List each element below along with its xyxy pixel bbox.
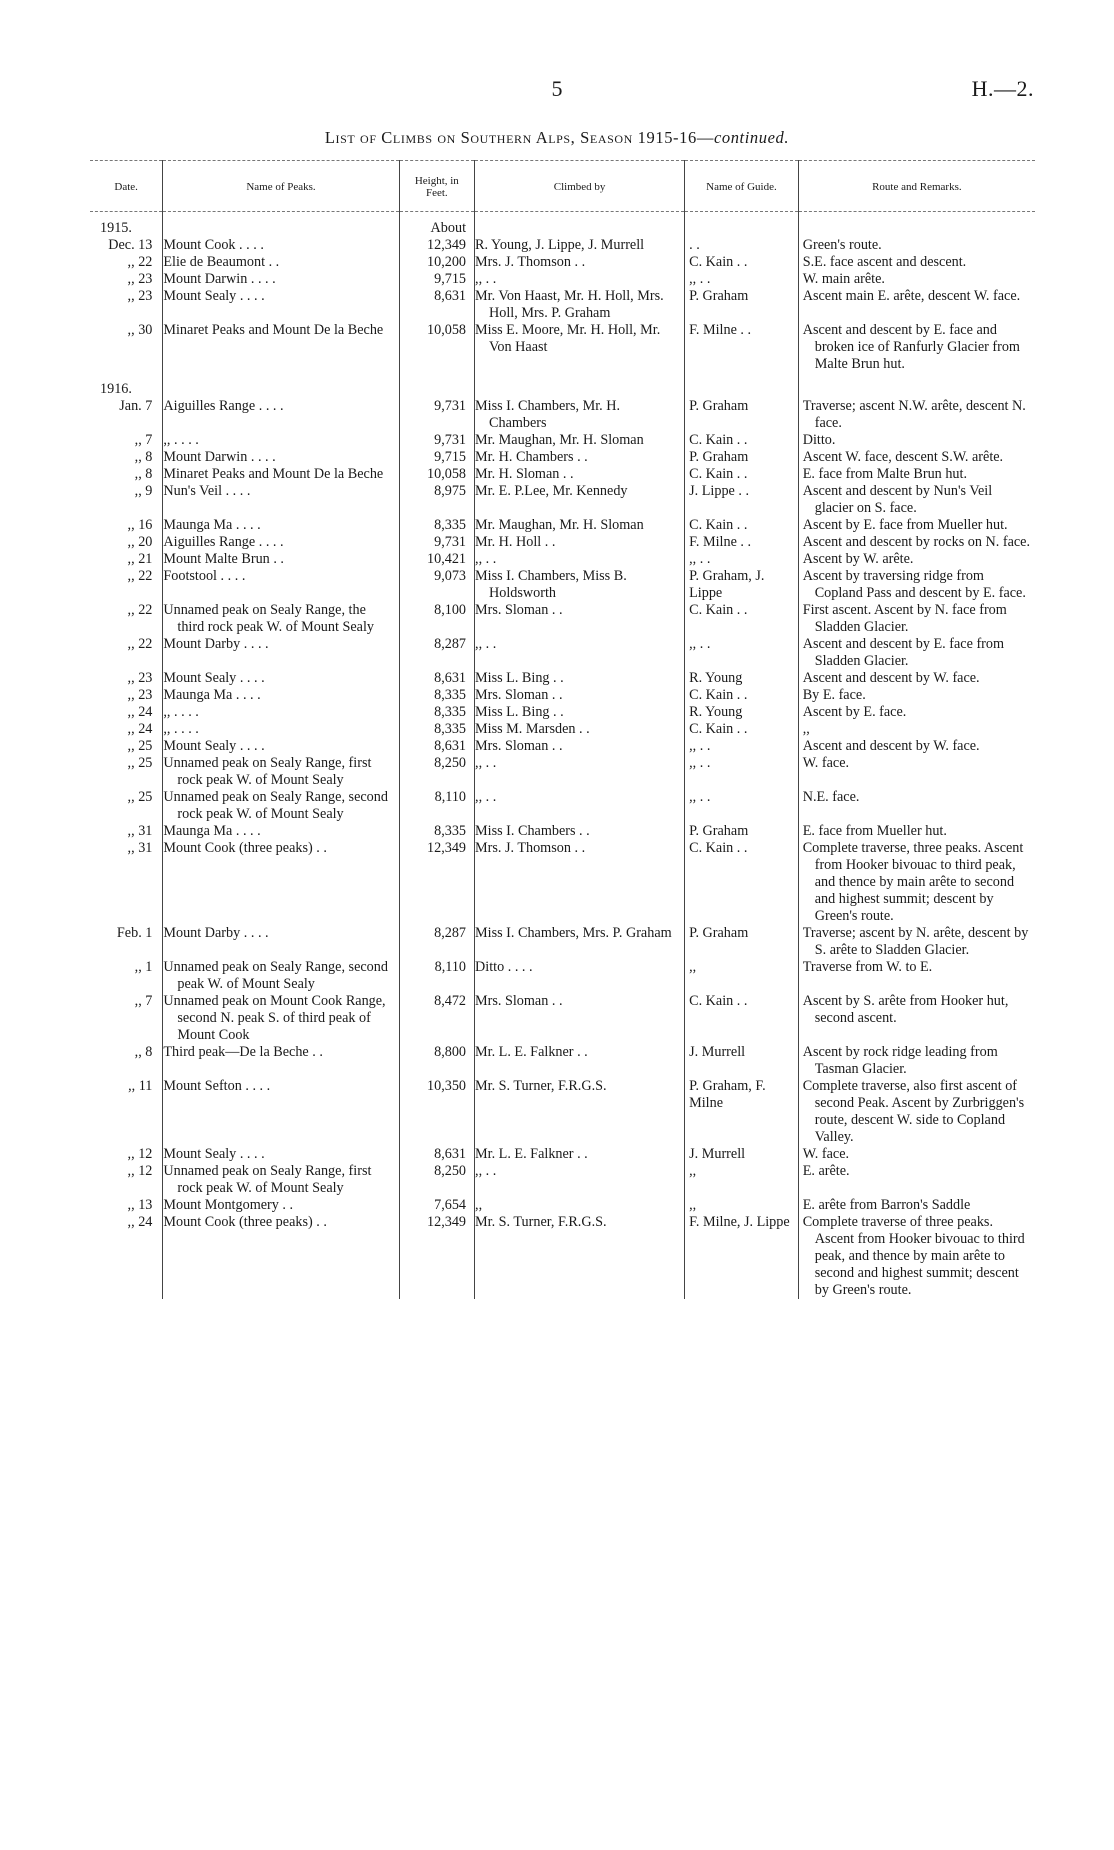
row-date: ,, 22 xyxy=(127,602,153,618)
row-climbed-by: ,, . . xyxy=(475,551,685,568)
row-climbed-by: ,, . . xyxy=(475,755,685,789)
row-date xyxy=(90,212,163,238)
row-guide: ,, xyxy=(685,1197,799,1214)
row-guide: ,, . . xyxy=(685,636,799,670)
row-climbed-by: ,, . . xyxy=(475,789,685,823)
table-row xyxy=(90,271,1035,288)
table-row xyxy=(90,789,1035,823)
row-route-remarks: E. face from Malte Brun hut. xyxy=(798,466,1035,483)
row-route-remarks: Ascent W. face, descent S.W. arête. xyxy=(798,449,1035,466)
row-date: ,, 8 xyxy=(134,449,153,465)
row-route-remarks: Complete traverse, three peaks. Ascent from Hooker bivouac to third peak, and thence by main arête to second and highest summit; descent by Green's route. xyxy=(798,840,1035,925)
row-height: 9,715 xyxy=(399,449,474,466)
row-route-remarks: Ascent by E. face from Mueller hut. xyxy=(798,517,1035,534)
row-guide: F. Milne . . xyxy=(685,322,799,373)
row-climbed-by xyxy=(475,373,685,398)
row-date: ,, 31 xyxy=(127,840,153,856)
row-climbed-by: Mr. Maughan, Mr. H. Sloman xyxy=(475,432,685,449)
row-date: ,, 16 xyxy=(127,517,153,533)
row-date: ,, 8 xyxy=(134,1044,153,1060)
table-row xyxy=(90,432,1035,449)
row-height: 8,287 xyxy=(399,636,474,670)
row-guide: ,, . . xyxy=(685,271,799,288)
row-route-remarks: First ascent. Ascent by N. face from Sladden Glacier. xyxy=(798,602,1035,636)
table-row xyxy=(90,755,1035,789)
row-climbed-by: Mr. L. E. Falkner . . xyxy=(475,1044,685,1078)
year-label: 1915. xyxy=(100,220,132,236)
row-peak-name xyxy=(163,373,399,398)
row-guide: F. Milne . . xyxy=(685,534,799,551)
row-guide: P. Graham, F. Milne xyxy=(685,1078,799,1146)
row-peak-name: Maunga Ma . . . . xyxy=(163,517,399,534)
row-peak-name: Minaret Peaks and Mount De la Beche xyxy=(163,322,399,373)
row-climbed-by: Mr. H. Sloman . . xyxy=(475,466,685,483)
row-height: 8,472 xyxy=(399,993,474,1044)
row-route-remarks: Traverse from W. to E. xyxy=(798,959,1035,993)
row-peak-name: Mount Montgomery . . xyxy=(163,1197,399,1214)
row-peak-name: Elie de Beaumont . . xyxy=(163,254,399,271)
row-guide: ,, xyxy=(685,959,799,993)
row-date: ,, 24 xyxy=(127,704,153,720)
row-guide: P. Graham xyxy=(685,398,799,432)
row-peak-name: Unnamed peak on Mount Cook Range, second N. peak S. of third peak of Mount Cook xyxy=(163,993,399,1044)
row-date: ,, 22 xyxy=(127,568,153,584)
table-row xyxy=(90,602,1035,636)
column-header-guide: Name of Guide. xyxy=(685,161,799,212)
year-row xyxy=(90,212,1035,238)
row-guide: P. Graham xyxy=(685,288,799,322)
column-header-date: Date. xyxy=(90,161,163,212)
row-height: 10,421 xyxy=(399,551,474,568)
row-peak-name: Minaret Peaks and Mount De la Beche xyxy=(163,466,399,483)
row-climbed-by: ,, xyxy=(475,1197,685,1214)
row-date: ,, 12 xyxy=(127,1146,153,1162)
row-height: 10,058 xyxy=(399,322,474,373)
row-height: 12,349 xyxy=(399,840,474,925)
row-date: ,, 23 xyxy=(127,288,153,304)
row-guide: ,, . . xyxy=(685,738,799,755)
table-row xyxy=(90,993,1035,1044)
row-climbed-by: Mr. E. P.Lee, Mr. Kennedy xyxy=(475,483,685,517)
row-route-remarks: Ascent by S. arête from Hooker hut, second ascent. xyxy=(798,993,1035,1044)
table-row xyxy=(90,925,1035,959)
row-route-remarks: Complete traverse of three peaks. Ascent from Hooker bivouac to third peak, and thence by main arête to second and highest summit; descent by Green's route. xyxy=(798,1214,1035,1299)
row-height: 12,349 xyxy=(399,237,474,254)
table-header xyxy=(90,161,1035,212)
row-climbed-by: Mrs. Sloman . . xyxy=(475,687,685,704)
table-row xyxy=(90,1146,1035,1163)
row-height: 8,335 xyxy=(399,704,474,721)
row-height: 7,654 xyxy=(399,1197,474,1214)
row-height: 10,058 xyxy=(399,466,474,483)
row-route-remarks: ,, xyxy=(798,721,1035,738)
row-date: ,, 8 xyxy=(134,466,153,482)
document-reference: H.—2. xyxy=(971,76,1034,101)
row-peak-name: Mount Cook (three peaks) . . xyxy=(163,1214,399,1299)
row-peak-name: Mount Cook (three peaks) . . xyxy=(163,840,399,925)
row-height: 8,631 xyxy=(399,670,474,687)
row-route-remarks: Traverse; ascent by N. arête, descent by S. arête to Sladden Glacier. xyxy=(798,925,1035,959)
row-height: 8,335 xyxy=(399,721,474,738)
row-peak-name: Unnamed peak on Sealy Range, first rock peak W. of Mount Sealy xyxy=(163,755,399,789)
row-date: ,, 21 xyxy=(127,551,153,567)
row-peak-name: Mount Cook . . . . xyxy=(163,237,399,254)
row-date: ,, 24 xyxy=(127,1214,153,1230)
climbs-table xyxy=(90,160,1035,1299)
row-height: 8,100 xyxy=(399,602,474,636)
row-climbed-by: Mrs. Sloman . . xyxy=(475,602,685,636)
row-climbed-by: Miss I. Chambers . . xyxy=(475,823,685,840)
row-date: Jan. 7 xyxy=(119,398,153,414)
row-climbed-by: Miss I. Chambers, Mrs. P. Graham xyxy=(475,925,685,959)
row-guide: P. Graham xyxy=(685,823,799,840)
row-guide: C. Kain . . xyxy=(685,432,799,449)
row-route-remarks: Ascent by traversing ridge from Copland Pass and descent by E. face. xyxy=(798,568,1035,602)
row-height: 8,335 xyxy=(399,687,474,704)
row-height: 9,731 xyxy=(399,432,474,449)
table-row xyxy=(90,551,1035,568)
row-date: ,, 7 xyxy=(134,993,153,1009)
row-height: 12,349 xyxy=(399,1214,474,1299)
row-peak-name: Maunga Ma . . . . xyxy=(163,687,399,704)
row-guide: C. Kain . . xyxy=(685,840,799,925)
row-guide: ,, . . xyxy=(685,789,799,823)
row-climbed-by: Mr. S. Turner, F.R.G.S. xyxy=(475,1078,685,1146)
row-route-remarks: Green's route. xyxy=(798,237,1035,254)
row-guide: J. Murrell xyxy=(685,1146,799,1163)
row-guide: C. Kain . . xyxy=(685,517,799,534)
row-route-remarks: E. arête from Barron's Saddle xyxy=(798,1197,1035,1214)
row-height: 8,631 xyxy=(399,288,474,322)
row-guide: C. Kain . . xyxy=(685,993,799,1044)
table-row xyxy=(90,517,1035,534)
table-row xyxy=(90,254,1035,271)
row-route-remarks: Ascent and descent by rocks on N. face. xyxy=(798,534,1035,551)
row-guide: R. Young xyxy=(685,704,799,721)
row-peak-name: ,, . . . . xyxy=(163,704,399,721)
row-route-remarks: E. arête. xyxy=(798,1163,1035,1197)
title-text: List of Climbs on Southern Alps, Season 1915-16— xyxy=(324,128,714,147)
row-date: ,, 25 xyxy=(127,738,153,754)
row-guide xyxy=(685,212,799,238)
row-date: ,, 11 xyxy=(128,1078,153,1094)
row-peak-name: Mount Darby . . . . xyxy=(163,636,399,670)
table-body xyxy=(90,212,1035,1300)
row-height: 8,800 xyxy=(399,1044,474,1078)
row-height: 8,631 xyxy=(399,1146,474,1163)
row-guide: J. Murrell xyxy=(685,1044,799,1078)
row-guide: R. Young xyxy=(685,670,799,687)
table-row xyxy=(90,738,1035,755)
row-climbed-by: Miss I. Chambers, Miss B. Holdsworth xyxy=(475,568,685,602)
row-date xyxy=(90,373,163,398)
row-climbed-by: R. Young, J. Lippe, J. Murrell xyxy=(475,237,685,254)
row-climbed-by: Mrs. J. Thomson . . xyxy=(475,840,685,925)
table-row xyxy=(90,823,1035,840)
table-row xyxy=(90,398,1035,432)
row-date: ,, 23 xyxy=(127,271,153,287)
row-date: ,, 25 xyxy=(127,789,153,805)
table-row xyxy=(90,704,1035,721)
row-route-remarks: Traverse; ascent N.W. arête, descent N. face. xyxy=(798,398,1035,432)
row-date: ,, 7 xyxy=(134,432,153,448)
row-height: 10,350 xyxy=(399,1078,474,1146)
row-route-remarks xyxy=(798,212,1035,238)
row-peak-name: Mount Sealy . . . . xyxy=(163,288,399,322)
row-peak-name: Mount Sealy . . . . xyxy=(163,738,399,755)
row-climbed-by: Miss I. Chambers, Mr. H. Chambers xyxy=(475,398,685,432)
table-row xyxy=(90,1078,1035,1146)
row-climbed-by: Mr. H. Chambers . . xyxy=(475,449,685,466)
table-row xyxy=(90,840,1035,925)
row-route-remarks xyxy=(798,373,1035,398)
row-guide: C. Kain . . xyxy=(685,466,799,483)
table-row xyxy=(90,1197,1035,1214)
row-guide: P. Graham, J. Lippe xyxy=(685,568,799,602)
row-climbed-by: ,, . . xyxy=(475,636,685,670)
table-row xyxy=(90,1163,1035,1197)
row-date: ,, 23 xyxy=(127,670,153,686)
row-route-remarks: Ascent and descent by W. face. xyxy=(798,738,1035,755)
table-row xyxy=(90,959,1035,993)
column-header-height: Height, in Feet. xyxy=(399,161,474,212)
row-climbed-by: Miss E. Moore, Mr. H. Holl, Mr. Von Haast xyxy=(475,322,685,373)
row-peak-name: Nun's Veil . . . . xyxy=(163,483,399,517)
table-row xyxy=(90,237,1035,254)
column-header-climbed-by: Climbed by xyxy=(475,161,685,212)
row-guide: . . xyxy=(685,237,799,254)
row-height: 8,110 xyxy=(399,959,474,993)
row-peak-name: Aiguilles Range . . . . xyxy=(163,398,399,432)
row-date: ,, 13 xyxy=(127,1197,153,1213)
row-height: 8,335 xyxy=(399,517,474,534)
year-label: 1916. xyxy=(100,381,132,397)
page-title xyxy=(0,128,1114,148)
row-route-remarks: W. face. xyxy=(798,755,1035,789)
row-peak-name: Unnamed peak on Sealy Range, second peak W. of Mount Sealy xyxy=(163,959,399,993)
row-route-remarks: E. face from Mueller hut. xyxy=(798,823,1035,840)
row-climbed-by: Mr. H. Holl . . xyxy=(475,534,685,551)
row-route-remarks: Ascent by rock ridge leading from Tasman Glacier. xyxy=(798,1044,1035,1078)
row-peak-name: Aiguilles Range . . . . xyxy=(163,534,399,551)
row-peak-name: Mount Sealy . . . . xyxy=(163,1146,399,1163)
row-route-remarks: Ascent and descent by E. face and broken ice of Ranfurly Glacier from Malte Brun hut. xyxy=(798,322,1035,373)
table-row xyxy=(90,1214,1035,1299)
row-date: ,, 23 xyxy=(127,687,153,703)
row-height: 9,073 xyxy=(399,568,474,602)
table-row xyxy=(90,483,1035,517)
row-peak-name: Mount Darwin . . . . xyxy=(163,449,399,466)
row-guide: C. Kain . . xyxy=(685,602,799,636)
row-height: About xyxy=(399,212,474,238)
row-route-remarks: Ascent by W. arête. xyxy=(798,551,1035,568)
column-header-peak: Name of Peaks. xyxy=(163,161,399,212)
row-peak-name: Maunga Ma . . . . xyxy=(163,823,399,840)
row-climbed-by: Miss L. Bing . . xyxy=(475,704,685,721)
row-peak-name: Unnamed peak on Sealy Range, first rock peak W. of Mount Sealy xyxy=(163,1163,399,1197)
row-guide: C. Kain . . xyxy=(685,721,799,738)
row-height: 8,250 xyxy=(399,1163,474,1197)
row-climbed-by: Mr. Von Haast, Mr. H. Holl, Mrs. Holl, Mrs. P. Graham xyxy=(475,288,685,322)
row-route-remarks: W. main arête. xyxy=(798,271,1035,288)
row-peak-name: Mount Sefton . . . . xyxy=(163,1078,399,1146)
row-route-remarks: Ascent main E. arête, descent W. face. xyxy=(798,288,1035,322)
row-height: 8,110 xyxy=(399,789,474,823)
row-guide: J. Lippe . . xyxy=(685,483,799,517)
row-climbed-by: ,, . . xyxy=(475,1163,685,1197)
row-height: 9,731 xyxy=(399,534,474,551)
row-guide: P. Graham xyxy=(685,925,799,959)
table-row xyxy=(90,636,1035,670)
row-climbed-by: Miss L. Bing . . xyxy=(475,670,685,687)
row-climbed-by: ,, . . xyxy=(475,271,685,288)
row-peak-name: Mount Sealy . . . . xyxy=(163,670,399,687)
row-date: ,, 31 xyxy=(127,823,153,839)
table-row xyxy=(90,1044,1035,1078)
row-date: Dec. 13 xyxy=(108,237,153,253)
row-route-remarks: Complete traverse, also first ascent of second Peak. Ascent by Zurbriggen's route, descent W. side to Copland Valley. xyxy=(798,1078,1035,1146)
row-date: ,, 24 xyxy=(127,721,153,737)
column-header-route: Route and Remarks. xyxy=(798,161,1035,212)
row-climbed-by: Mr. L. E. Falkner . . xyxy=(475,1146,685,1163)
row-route-remarks: W. face. xyxy=(798,1146,1035,1163)
table-row xyxy=(90,670,1035,687)
row-route-remarks: Ascent and descent by W. face. xyxy=(798,670,1035,687)
row-date: Feb. 1 xyxy=(116,925,153,941)
row-date: ,, 25 xyxy=(127,755,153,771)
table-row xyxy=(90,534,1035,551)
row-climbed-by: Mrs. Sloman . . xyxy=(475,993,685,1044)
row-peak-name: ,, . . . . xyxy=(163,721,399,738)
row-climbed-by: Mrs. Sloman . . xyxy=(475,738,685,755)
row-climbed-by: Mr. S. Turner, F.R.G.S. xyxy=(475,1214,685,1299)
row-guide: ,, . . xyxy=(685,755,799,789)
row-route-remarks: Ascent by E. face. xyxy=(798,704,1035,721)
row-height: 8,335 xyxy=(399,823,474,840)
row-peak-name: Third peak—De la Beche . . xyxy=(163,1044,399,1078)
row-route-remarks: By E. face. xyxy=(798,687,1035,704)
table-row xyxy=(90,687,1035,704)
row-date: ,, 30 xyxy=(127,322,153,338)
row-peak-name: Unnamed peak on Sealy Range, the third rock peak W. of Mount Sealy xyxy=(163,602,399,636)
row-climbed-by xyxy=(475,212,685,238)
table-row xyxy=(90,288,1035,322)
row-peak-name: Footstool . . . . xyxy=(163,568,399,602)
row-height: 8,975 xyxy=(399,483,474,517)
row-date: ,, 20 xyxy=(127,534,153,550)
title-continued: continued. xyxy=(713,128,790,147)
row-route-remarks: Ditto. xyxy=(798,432,1035,449)
table-row xyxy=(90,449,1035,466)
row-height: 9,715 xyxy=(399,271,474,288)
row-route-remarks: S.E. face ascent and descent. xyxy=(798,254,1035,271)
row-guide: C. Kain . . xyxy=(685,687,799,704)
row-guide: ,, xyxy=(685,1163,799,1197)
row-date: ,, 22 xyxy=(127,636,153,652)
row-climbed-by: Mrs. J. Thomson . . xyxy=(475,254,685,271)
row-peak-name: Unnamed peak on Sealy Range, second rock peak W. of Mount Sealy xyxy=(163,789,399,823)
row-peak-name xyxy=(163,212,399,238)
row-guide: P. Graham xyxy=(685,449,799,466)
row-guide xyxy=(685,373,799,398)
row-climbed-by: Miss M. Marsden . . xyxy=(475,721,685,738)
table-row xyxy=(90,568,1035,602)
row-peak-name: ,, . . . . xyxy=(163,432,399,449)
row-route-remarks: Ascent and descent by E. face from Sladden Glacier. xyxy=(798,636,1035,670)
row-peak-name: Mount Darby . . . . xyxy=(163,925,399,959)
row-date: ,, 9 xyxy=(134,483,153,499)
row-date: ,, 22 xyxy=(127,254,153,270)
row-height: 10,200 xyxy=(399,254,474,271)
row-guide: F. Milne, J. Lippe xyxy=(685,1214,799,1299)
table-row xyxy=(90,721,1035,738)
row-climbed-by: Mr. Maughan, Mr. H. Sloman xyxy=(475,517,685,534)
row-peak-name: Mount Malte Brun . . xyxy=(163,551,399,568)
page-number: 5 xyxy=(551,76,563,101)
row-climbed-by: Ditto . . . . xyxy=(475,959,685,993)
year-row xyxy=(90,373,1035,398)
row-height: 9,731 xyxy=(399,398,474,432)
table-row xyxy=(90,322,1035,373)
table-row xyxy=(90,466,1035,483)
row-route-remarks: N.E. face. xyxy=(798,789,1035,823)
row-route-remarks: Ascent and descent by Nun's Veil glacier on S. face. xyxy=(798,483,1035,517)
row-guide: C. Kain . . xyxy=(685,254,799,271)
row-guide: ,, . . xyxy=(685,551,799,568)
row-height: 8,631 xyxy=(399,738,474,755)
row-height xyxy=(399,373,474,398)
row-date: ,, 12 xyxy=(127,1163,153,1179)
row-height: 8,287 xyxy=(399,925,474,959)
row-date: ,, 1 xyxy=(134,959,153,975)
row-peak-name: Mount Darwin . . . . xyxy=(163,271,399,288)
row-height: 8,250 xyxy=(399,755,474,789)
